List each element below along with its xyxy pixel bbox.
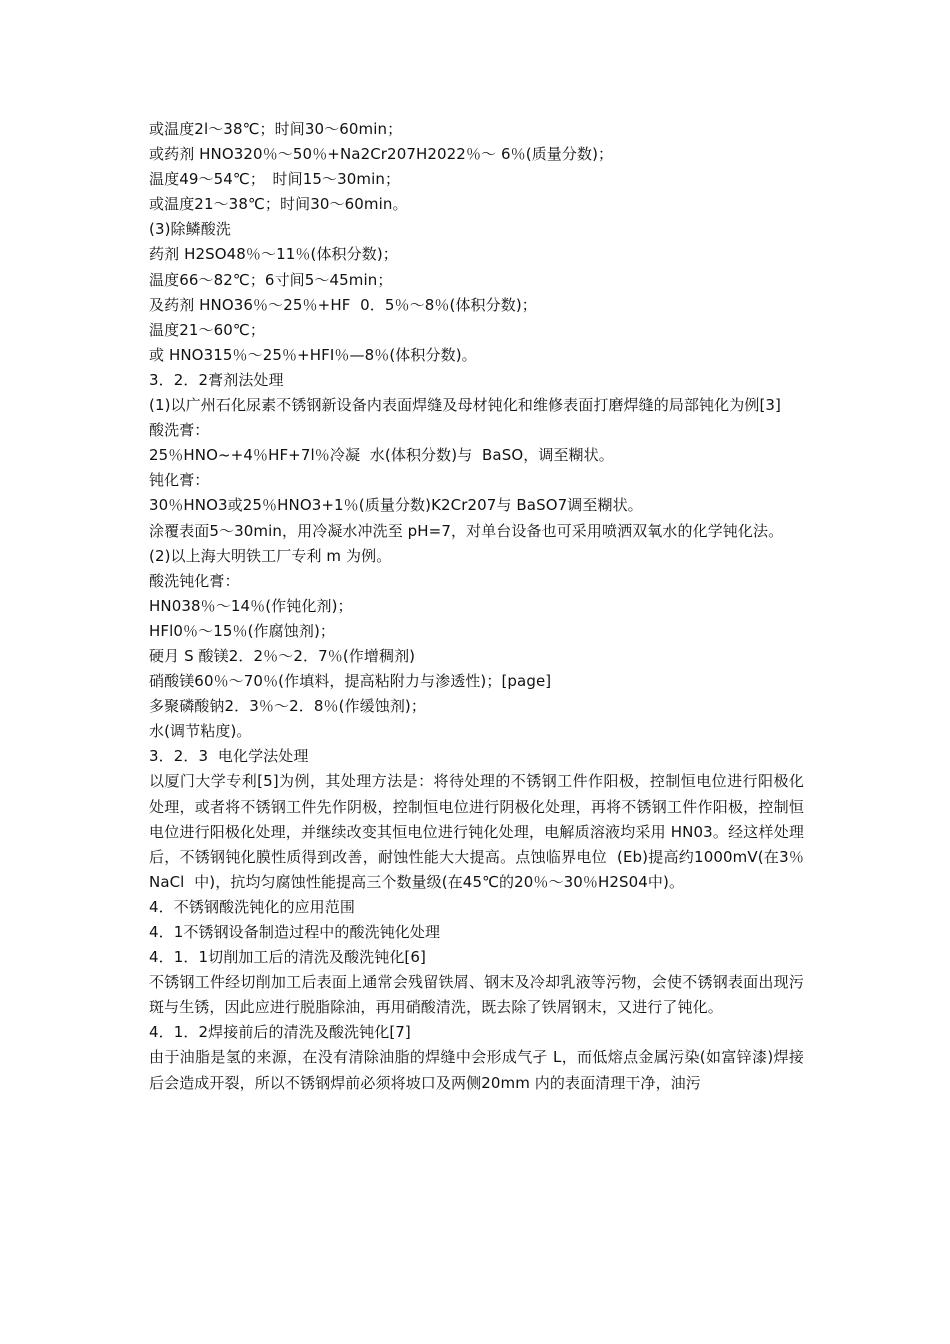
text-line: 温度66～82℃；6寸间5～45min； — [149, 270, 393, 289]
text-line: HFl0％～15％(作腐蚀剂)； — [149, 621, 336, 640]
paragraph: 涂覆表面5～30min，用冷凝水冲洗至 pH=7，对单台设备也可采用喷洒双氧水的化学钝化法。 — [149, 521, 784, 540]
section-heading: 4．不锈钢酸洗钝化的应用范围 — [149, 897, 355, 916]
text-line: 或温度21～38℃；时间30～60min。 — [149, 195, 408, 214]
text-line: HN038％～14％(作钝化剂)； — [149, 596, 353, 615]
text-line: 药剂 H2SO48％～11％(体积分数)； — [149, 245, 398, 264]
section-heading: 4．1不锈钢设备制造过程中的酸洗钝化处理 — [149, 923, 441, 941]
document-body — [149, 117, 804, 1096]
paragraph: 以厦门大学专利[5]为例，其处理方法是：将待处理的不锈钢工件作阳极，控制恒电位进行阳极化处理，或者将不锈钢工件先作阴极，控制恒电位进行阴极化处理，再将不锈钢工件作阳极，控制恒电位进行阳极化处理，并继续改变其恒电位进行钝化处理，电解质溶液均采用 HN03。经这样处理后，不锈钢钝化膜性质得到改善，耐蚀性能大大提高。点蚀临界电位 (Eb)提高约1000mV(在3％NaCl 中)，抗均匀腐蚀性能提高三个数量级(在45℃的20％～30％H2S04中)。 — [149, 772, 804, 891]
text-line: 温度49～54℃； 时间15～30min； — [149, 170, 401, 189]
paragraph: 由于油脂是氢的来源，在没有清除油脂的焊缝中会形成气孑 L，而低熔点金属污染(如富锌漆)焊接后会造成开裂，所以不锈钢焊前必须将坡口及两侧20mm 内的表面清理干净，油污 — [149, 1048, 804, 1092]
text-line: 酸洗膏： — [149, 421, 210, 440]
section-heading: 4．1．1切削加工后的清洗及酸洗钝化[6] — [149, 948, 426, 967]
text-line: 或温度2l～38℃；时间30～60min； — [149, 120, 403, 138]
text-line: 酸洗钝化膏： — [149, 571, 240, 590]
text-line: 硬月 S 酸镁2．2％～2．7％(作增稠剂) — [149, 646, 416, 665]
section-heading: 3．2．3 电化学法处理 — [149, 747, 309, 766]
text-line: 30％HNO3或25％HNO3+1％(质量分数)K2Cr207与 BaSO7调至糊状。 — [149, 496, 643, 515]
section-heading: 3．2．2膏剂法处理 — [149, 370, 284, 389]
text-line: 多聚磷酸钠2．3％～2．8％(作缓蚀剂)； — [149, 697, 426, 716]
text-line: 或 HNO315％～25％+HFI％—8％(体积分数)。 — [149, 345, 477, 364]
text-line: 及药剂 HNO36％～25％+HF 0．5％～8％(体积分数)； — [149, 295, 537, 314]
text-line: 硝酸镁60％～70％(作填料，提高粘附力与渗透性)；[page] — [149, 672, 552, 691]
text-line: 25％HNO~+4％HF+7l％冷凝 水(体积分数)与 BaSO，调至糊状。 — [149, 446, 614, 465]
text-line: (2)以上海大明铁工厂专利 m 为例。 — [149, 546, 392, 565]
text-line: 或药剂 HNO320％～50％+Na2Cr207H2022％～ 6％(质量分数)； — [149, 145, 614, 164]
section-heading: 4．1．2焊接前后的清洗及酸洗钝化[7] — [149, 1023, 411, 1042]
text-line: 水(调节粘度)。 — [149, 722, 252, 741]
section-heading: (3)除鳞酸洗 — [149, 220, 231, 239]
paragraph: 不锈钢工件经切削加工后表面上通常会残留铁屑、钢末及冷却乳液等污物，会使不锈钢表面出现污斑与生锈，因此应进行脱脂除油，再用硝酸清洗，既去除了铁屑钢末，又进行了钝化。 — [149, 973, 804, 1017]
text-line: 钝化膏： — [149, 471, 210, 490]
text-line: 温度21～60℃； — [149, 320, 265, 339]
paragraph: (1)以广州石化尿素不锈钢新设备内表面焊缝及母材钝化和维修表面打磨焊缝的局部钝化为例[3] — [149, 396, 781, 415]
